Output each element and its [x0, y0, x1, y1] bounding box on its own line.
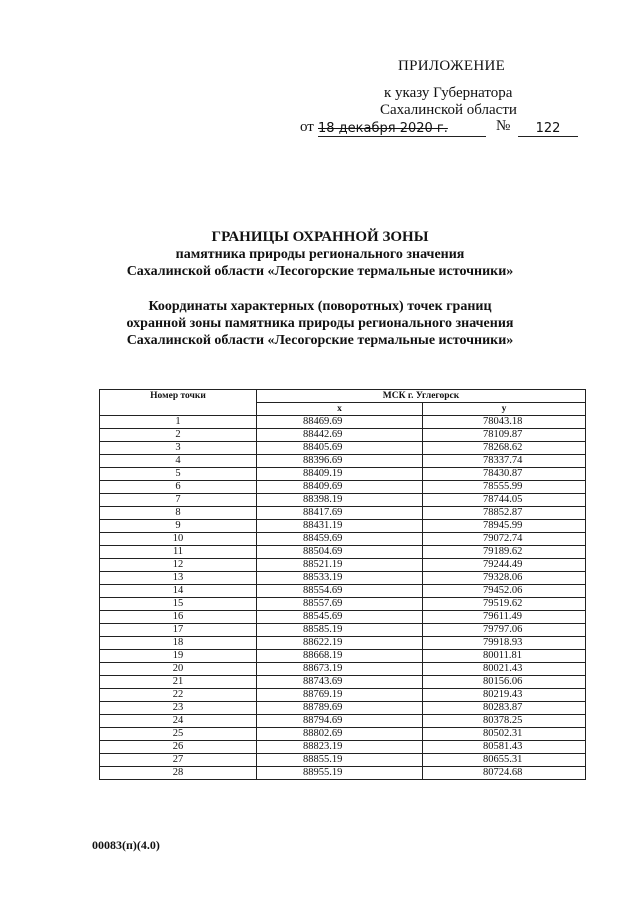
x-coordinate-cell: 88585.19	[257, 624, 423, 637]
table-row	[100, 624, 586, 637]
y-coordinate-cell: 79519.62	[423, 598, 586, 611]
subheading-line-3: Сахалинской области «Лесогорские термальные источники»	[126, 333, 514, 348]
y-coordinate-cell: 78852.87	[423, 507, 586, 520]
x-coordinate-cell: 88431.19	[257, 520, 423, 533]
table-row	[100, 494, 586, 507]
table-row	[100, 585, 586, 598]
point-number-cell: 4	[100, 455, 257, 468]
table-row	[100, 702, 586, 715]
document-code: 00083(п)(4.0)	[92, 838, 160, 852]
y-coordinate-cell: 79918.93	[423, 637, 586, 650]
point-number-cell: 6	[100, 481, 257, 494]
point-number-cell: 18	[100, 637, 257, 650]
y-coordinate-cell: 80011.81	[423, 650, 586, 663]
point-number-cell: 19	[100, 650, 257, 663]
x-coordinate-cell: 88521.19	[257, 559, 423, 572]
heading-title: ГРАНИЦЫ ОХРАННОЙ ЗОНЫ	[211, 229, 429, 245]
decree-from-label: от	[300, 119, 314, 135]
x-coordinate-cell: 88504.69	[257, 546, 423, 559]
decree-number: 122	[518, 121, 578, 137]
y-coordinate-cell: 78109.87	[423, 429, 586, 442]
y-coordinate-cell: 79452.06	[423, 585, 586, 598]
y-coordinate-cell: 80378.25	[423, 715, 586, 728]
point-number-cell: 24	[100, 715, 257, 728]
x-coordinate-cell: 88396.69	[257, 455, 423, 468]
table-row	[100, 715, 586, 728]
x-coordinate-cell: 88405.69	[257, 442, 423, 455]
y-coordinate-cell: 78945.99	[423, 520, 586, 533]
x-coordinate-cell: 88459.69	[257, 533, 423, 546]
x-coordinate-cell: 88409.19	[257, 468, 423, 481]
point-number-cell: 20	[100, 663, 257, 676]
table-row	[100, 650, 586, 663]
y-coordinate-cell: 79797.06	[423, 624, 586, 637]
point-number-cell: 17	[100, 624, 257, 637]
appendix-line-1: к указу Губернатора	[384, 85, 513, 101]
x-coordinate-cell: 88442.69	[257, 429, 423, 442]
y-coordinate-cell: 79244.49	[423, 559, 586, 572]
x-coordinate-cell: 88789.69	[257, 702, 423, 715]
table-row	[100, 507, 586, 520]
point-number-cell: 7	[100, 494, 257, 507]
table-row	[100, 754, 586, 767]
y-coordinate-cell: 78430.87	[423, 468, 586, 481]
subheading-line-1: Координаты характерных (поворотных) точек границ	[148, 299, 492, 314]
decree-date-row	[300, 118, 600, 140]
table-row	[100, 598, 586, 611]
point-number-cell: 15	[100, 598, 257, 611]
y-coordinate-cell: 80581.43	[423, 741, 586, 754]
x-coordinate-cell: 88802.69	[257, 728, 423, 741]
y-coordinate-cell: 79189.62	[423, 546, 586, 559]
header-x: x	[257, 403, 423, 416]
heading-line-2: памятника природы регионального значения	[175, 247, 465, 262]
point-number-cell: 28	[100, 767, 257, 780]
point-number-cell: 8	[100, 507, 257, 520]
point-number-cell: 16	[100, 611, 257, 624]
point-number-cell: 1	[100, 416, 257, 429]
table-row	[100, 611, 586, 624]
point-number-cell: 27	[100, 754, 257, 767]
point-number-cell: 13	[100, 572, 257, 585]
table-row	[100, 546, 586, 559]
y-coordinate-cell: 79328.06	[423, 572, 586, 585]
y-coordinate-cell: 80219.43	[423, 689, 586, 702]
point-number-cell: 23	[100, 702, 257, 715]
appendix-title: ПРИЛОЖЕНИЕ	[398, 58, 506, 74]
x-coordinate-cell: 88545.69	[257, 611, 423, 624]
heading-line-3: Сахалинской области «Лесогорские термальные источники»	[126, 264, 514, 279]
document-subheading	[60, 298, 580, 349]
decree-number-label: №	[496, 118, 511, 134]
point-number-cell: 21	[100, 676, 257, 689]
x-coordinate-cell: 88417.69	[257, 507, 423, 520]
x-coordinate-cell: 88557.69	[257, 598, 423, 611]
point-number-cell: 26	[100, 741, 257, 754]
point-number-cell: 3	[100, 442, 257, 455]
y-coordinate-cell: 78268.62	[423, 442, 586, 455]
x-coordinate-cell: 88622.19	[257, 637, 423, 650]
table-row	[100, 741, 586, 754]
x-coordinate-cell: 88855.19	[257, 754, 423, 767]
x-coordinate-cell: 88398.19	[257, 494, 423, 507]
table-row	[100, 767, 586, 780]
table-row	[100, 676, 586, 689]
y-coordinate-cell: 78744.05	[423, 494, 586, 507]
x-coordinate-cell: 88668.19	[257, 650, 423, 663]
y-coordinate-cell: 80021.43	[423, 663, 586, 676]
y-coordinate-cell: 78043.18	[423, 416, 586, 429]
header-coordinate-system: МСК г. Углегорск	[257, 390, 586, 403]
point-number-cell: 5	[100, 468, 257, 481]
x-coordinate-cell: 88955.19	[257, 767, 423, 780]
x-coordinate-cell: 88673.19	[257, 663, 423, 676]
table-row	[100, 481, 586, 494]
x-coordinate-cell: 88823.19	[257, 741, 423, 754]
appendix-line-2: Сахалинской области	[380, 102, 517, 118]
decree-date: 18 декабря 2020 г.	[318, 121, 486, 137]
y-coordinate-cell: 80655.31	[423, 754, 586, 767]
table-row	[100, 637, 586, 650]
point-number-cell: 2	[100, 429, 257, 442]
y-coordinate-cell: 80283.87	[423, 702, 586, 715]
point-number-cell: 14	[100, 585, 257, 598]
y-coordinate-cell: 78337.74	[423, 455, 586, 468]
table-row	[100, 728, 586, 741]
document-heading	[60, 228, 580, 280]
x-coordinate-cell: 88533.19	[257, 572, 423, 585]
header-y: y	[423, 403, 586, 416]
table-row	[100, 572, 586, 585]
point-number-cell: 9	[100, 520, 257, 533]
point-number-cell: 11	[100, 546, 257, 559]
x-coordinate-cell: 88769.19	[257, 689, 423, 702]
x-coordinate-cell: 88469.69	[257, 416, 423, 429]
point-number-cell: 12	[100, 559, 257, 572]
subheading-line-2: охранной зоны памятника природы регионального значения	[126, 316, 514, 331]
y-coordinate-cell: 80156.06	[423, 676, 586, 689]
x-coordinate-cell: 88409.69	[257, 481, 423, 494]
x-coordinate-cell: 88794.69	[257, 715, 423, 728]
table-row	[100, 689, 586, 702]
point-number-cell: 22	[100, 689, 257, 702]
y-coordinate-cell: 78555.99	[423, 481, 586, 494]
point-number-cell: 25	[100, 728, 257, 741]
table-row	[100, 520, 586, 533]
table-row	[100, 429, 586, 442]
table-row	[100, 468, 586, 481]
table-row	[100, 455, 586, 468]
table-row	[100, 663, 586, 676]
table-row	[100, 559, 586, 572]
header-point-number: Номер точки	[100, 390, 257, 416]
table-row	[100, 416, 586, 429]
y-coordinate-cell: 79611.49	[423, 611, 586, 624]
table-row	[100, 533, 586, 546]
y-coordinate-cell: 80724.68	[423, 767, 586, 780]
coordinates-table-body	[100, 416, 586, 780]
y-coordinate-cell: 80502.31	[423, 728, 586, 741]
x-coordinate-cell: 88554.69	[257, 585, 423, 598]
table-row	[100, 442, 586, 455]
coordinates-table	[99, 389, 586, 780]
point-number-cell: 10	[100, 533, 257, 546]
x-coordinate-cell: 88743.69	[257, 676, 423, 689]
y-coordinate-cell: 79072.74	[423, 533, 586, 546]
